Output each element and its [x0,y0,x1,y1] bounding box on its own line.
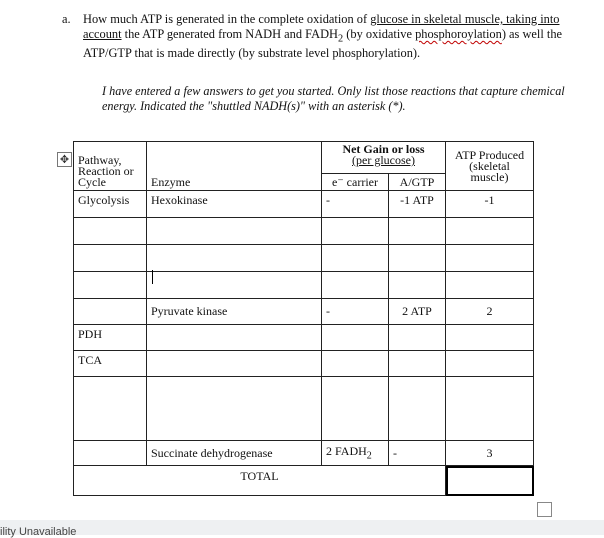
cell-enzyme[interactable] [147,377,322,441]
cell-pathway[interactable]: Glycolysis [74,191,147,218]
table-row [74,351,534,377]
header-e-carrier: e⁻ carrier [322,174,389,191]
header-atp-gtp: A/GTP [389,174,446,191]
cell-atp-gtp[interactable]: -1 ATP [389,191,446,218]
question-text [83,12,599,61]
table-row [74,218,534,245]
cell-e-carrier[interactable] [322,245,389,272]
cell-e-carrier[interactable] [322,299,389,325]
e-carrier-subscript: 2 [366,450,372,462]
e-carrier-value: 2 FADH [326,444,367,459]
per-glucose-label: (per glucose) [352,153,415,167]
table-row [74,325,534,351]
cell-atp-gtp[interactable]: - [389,441,446,466]
e-carrier-value: - [326,304,330,318]
table-row [74,441,534,466]
cell-atp-gtp[interactable]: 2 ATP [389,299,446,325]
cell-enzyme[interactable]: Pyruvate kinase [147,299,322,325]
cell-enzyme[interactable]: Succinate dehydrogenase [147,441,322,466]
cell-pathway[interactable] [74,441,147,466]
table-row [74,272,534,299]
misspelled-word: phosphoroylation [415,27,502,41]
header-atp-produced: ATP Produced (skeletal muscle) [446,142,534,191]
instruction-note: I have entered a few answers to get you started. Only list those reactions that capture chemical energy. Indicated the "shuttled NADH(s)" with an asterisk (*). [102,84,565,113]
cell-pathway[interactable]: PDH [74,325,147,351]
cell-enzyme[interactable] [147,218,322,245]
table-row [74,191,534,218]
cell-pathway[interactable] [74,218,147,245]
atp-table [73,141,534,496]
cell-e-carrier[interactable] [322,325,389,351]
text-cursor [152,270,153,284]
cell-pathway[interactable] [74,245,147,272]
table-header-row [74,142,534,174]
table-row [74,245,534,272]
cell-e-carrier[interactable] [322,351,389,377]
cell-atp-gtp[interactable] [389,272,446,299]
total-label: TOTAL [74,466,446,496]
subscript: 2 [337,33,344,45]
total-value-cell[interactable] [446,466,534,496]
cell-atp-produced[interactable] [446,377,534,441]
table-move-handle-icon[interactable]: ✥ [57,152,72,167]
cell-atp-produced[interactable] [446,351,534,377]
cell-atp-produced[interactable]: 3 [446,441,534,466]
cell-e-carrier[interactable] [322,272,389,299]
cell-pathway[interactable] [74,272,147,299]
cell-atp-gtp[interactable] [389,325,446,351]
cell-e-carrier[interactable] [322,218,389,245]
cell-enzyme[interactable] [147,272,322,299]
e-carrier-value: - [326,193,330,207]
header-enzyme: Enzyme [147,142,322,191]
status-text: ility Unavailable [0,526,77,538]
net-gain-label: Net Gain or loss [342,142,425,156]
cell-atp-produced[interactable] [446,272,534,299]
checkbox[interactable] [537,502,552,517]
total-row [74,466,534,496]
cell-atp-gtp[interactable] [389,245,446,272]
cell-pathway[interactable]: TCA [74,351,147,377]
cell-atp-produced[interactable] [446,245,534,272]
header-pathway: Pathway, Reaction or Cycle [74,142,147,191]
cell-atp-produced[interactable] [446,325,534,351]
cell-atp-produced[interactable]: 2 [446,299,534,325]
table-row [74,377,534,441]
cell-e-carrier[interactable] [322,191,389,218]
cell-enzyme[interactable]: Hexokinase [147,191,322,218]
cell-enzyme[interactable] [147,325,322,351]
cell-atp-gtp[interactable] [389,218,446,245]
cell-pathway[interactable] [74,299,147,325]
table-row [74,299,534,325]
cell-pathway[interactable] [74,377,147,441]
question-seg3: the ATP generated from NADH and FADH [121,27,338,41]
question-underlined: glucose in skeletal muscle, taking into account [83,12,560,41]
cell-atp-produced[interactable]: -1 [446,191,534,218]
header-net-gain [322,142,446,174]
cell-atp-gtp[interactable] [389,377,446,441]
cell-e-carrier[interactable] [322,377,389,441]
status-bar [0,520,604,538]
question-number: a. [62,12,71,26]
cell-atp-gtp[interactable] [389,351,446,377]
question-seg1: How much ATP is generated in the complete oxidation of [83,12,371,26]
cell-enzyme[interactable] [147,351,322,377]
cell-enzyme[interactable] [147,245,322,272]
cell-e-carrier[interactable] [322,441,389,466]
cell-atp-produced[interactable] [446,218,534,245]
question-seg4: (by oxidative [343,27,416,41]
question-seg6: ) as well the ATP/GTP that is made directly (by substrate level phosphorylation). [83,27,563,61]
